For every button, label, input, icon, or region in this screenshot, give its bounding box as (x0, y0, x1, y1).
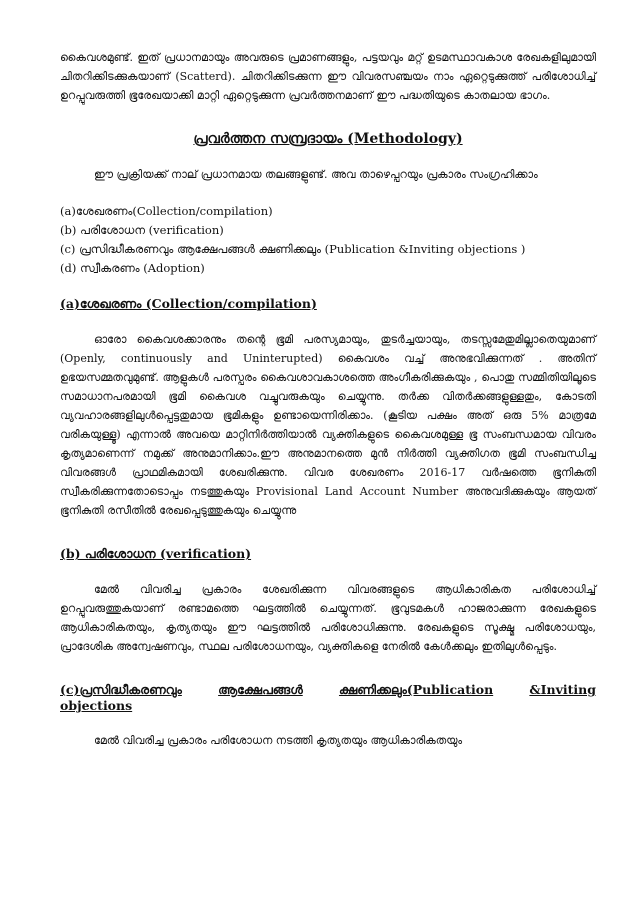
section-c-paragraph: മേൽ വിവരിച്ച പ്രകാരം പരിശോധന നടത്തി കൃത്യതയും ആധികാരികതയും (94, 734, 463, 747)
section-c-heading-part: ആക്ഷേപങ്ങൾ (218, 682, 303, 697)
section-c-heading-line2: objections (60, 698, 133, 713)
methodology-heading: പ്രവർത്തന സമ്പ്രദായം (Methodology) (193, 131, 463, 147)
section-b-heading: (b) പരിശോധന (verification) (60, 546, 252, 561)
section-c-heading-part: ക്ഷണിക്കലും(Publication (338, 682, 494, 697)
section-b-paragraph: മേൽ വിവരിച്ച പ്രകാരം ശേഖരിക്കുന്ന വിവരങ്ങളുടെ ആധികാരികത പരിശോധിച്ച് ഉറപ്പുവരുത്തുകയാണ് രണ്ടാമത്തെ ഘട്ടത്തിൽ ചെയ്യുന്നത്. ഭൂവുടമകൾ ഹാജരാക്കുന്ന രേഖകളുടെ ആധികാരികതയും, കൃത്യതയും ഈ ഘട്ടത്തിൽ പരിശോധിക്കുന്നു. രേഖകളുടെ സൂക്ഷ്മ പരിശോധയും, പ്രാദേശിക അന്വേഷണവും, സ്ഥല പരിശോധനയും, വ്യക്തികളെ നേരിൽ കേൾക്കലും ഇതിലുൾപ്പെടും. (60, 583, 596, 653)
methodology-list-item: (d) സ്വീകരണം (Adoption) (60, 261, 205, 275)
section-c-heading-part: &Inviting (529, 682, 596, 697)
methodology-list-item: (b) പരിശോധന (verification) (60, 223, 224, 237)
methodology-list (60, 202, 596, 278)
methodology-list-item: (c) പ്രസിദ്ധീകരണവും ആക്ഷേപങ്ങൾ ക്ഷണിക്കലും (Publication &Inviting objections ) (60, 242, 526, 256)
methodology-intro: ഈ പ്രക്രിയക്ക് നാല് പ്രധാനമായ തലങ്ങളുണ്ട്. അവ താഴെപ്പറയും പ്രകാരം സംഗ്രഹിക്കാം (94, 168, 538, 181)
section-c-heading-part: (c)പ്രസിദ്ധീകരണവും (60, 682, 182, 697)
section-a-heading: (a)ശേഖരണം (Collection/compilation) (60, 296, 317, 311)
section-c-heading (60, 682, 596, 713)
methodology-list-item: (a)ശേഖരണം(Collection/compilation) (60, 204, 273, 218)
intro-paragraph: കൈവശമുണ്ട്. ഇത് പ്രധാനമായും അവരുടെ പ്രമാണങ്ങളും, പട്ടയവും മറ്റ് ഉടമസ്ഥാവകാശ രേഖകളിലുമായി ചിതറിക്കിടക്കുകയാണ് (Scatterd). ചിതറിക്കിടക്കുന്ന ഈ വിവരസഞ്ചയം നാം ഏറ്റെടുക്കുത്ത് പരിശോധിച്ച് ഉറപ്പുവരുത്തി ഭൂരേഖയാക്കി മാറ്റി ഏറ്റെടുക്കുന്ന പ്രവർത്തനമാണ് ഈ പദ്ധതിയുടെ കാതലായ ഭാഗം. (60, 51, 596, 102)
section-a-paragraph: ഓരോ കൈവശക്കാരനും തന്റെ ഭൂമി പരസ്യമായും, തുടർച്ചയായും, തടസ്സമേതുമില്ലാതെയുമാണ് (Openly, continuously and Uninterupted) കൈവശം വച്ച് അനുഭവിക്കുന്നത് . അതിന് ഉഭയസമ്മതവുമുണ്ട്. ആളുകൾ പരസ്പരം കൈവശാവകാശത്തെ അംഗീകരിക്കുകയും , പൊതു സമ്മിതിയിലൂടെ സമാധാനപരമായി ഭൂമി കൈവശ വച്ചുവരുകയും ചെയ്യുന്നു. തർക്ക വിതർക്കങ്ങളുള്ളതും, കോടതി വ്യവഹാരങ്ങളിലുൾപ്പെട്ടതുമായ ഭൂമികളും ഉണ്ടായെന്നിരിക്കാം. (കൂടിയ പക്ഷം അത് ഒരു 5% മാത്രമേ വരികയുള്ളൂ) എന്നാൽ അവയെ മാറ്റിനിർത്തിയാൽ വ്യക്തികളുടെ കൈവശമുള്ള ഭൂ സംബന്ധമായ വിവരം കൃത്യമാണെന്ന് നമുക്ക് അനുമാനിക്കാം.ഈ അനുമാനത്തെ മുൻ നിർത്തി വ്യക്തിഗത ഭൂമി സംബന്ധിച്ച വിവരങ്ങൾ പ്രാഥമികമായി ശേഖരിക്കുന്നു. വിവര ശേഖരണം 2016-17 വർഷത്തെ ഭൂനികുതി സ്വീകരിക്കുന്നതോടൊപ്പം നടത്തുകയും Provisional Land Account Number അനുവദിക്കുകയും ആയത് ഭൂനികുതി രസീതിൽ രേഖപ്പെടുത്തുകയും ചെയ്യുന്നു (60, 333, 596, 517)
